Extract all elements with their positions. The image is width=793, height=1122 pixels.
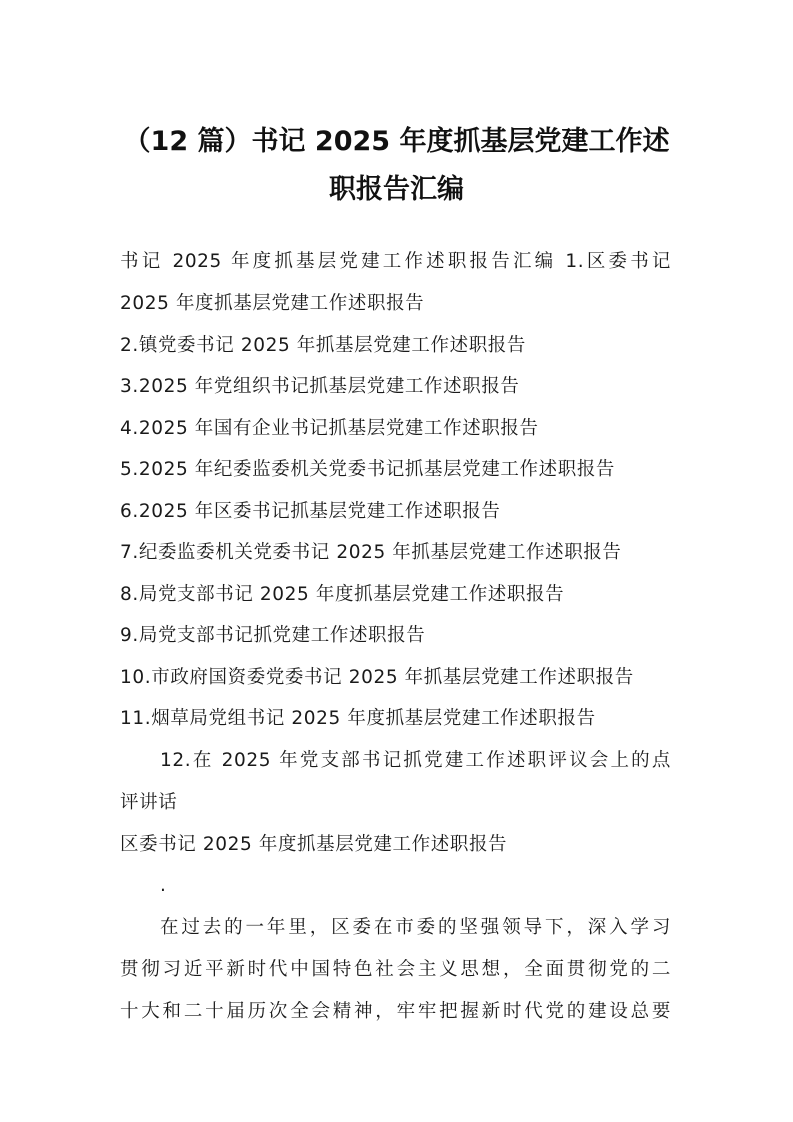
document-title xyxy=(110,118,683,214)
body-paragraph-line-2: 贯彻习近平新时代中国特色社会主义思想，全面贯彻党的二 xyxy=(120,959,671,980)
toc-item: 8.局党支部书记 2025 年度抓基层党建工作述职报告 xyxy=(120,584,565,605)
title-line-1: （12 篇）书记 2025 年度抓基层党建工作述 xyxy=(123,126,670,157)
toc-item: 11.烟草局党组书记 2025 年度抓基层党建工作述职报告 xyxy=(120,708,596,729)
toc-item: 5.2025 年纪委监委机关党委书记抓基层党建工作述职报告 xyxy=(120,459,616,480)
section-heading: 区委书记 2025 年度抓基层党建工作述职报告 xyxy=(120,834,508,855)
toc-item: 3.2025 年党组织书记抓基层党建工作述职报告 xyxy=(120,376,520,397)
toc-item: 9.局党支部书记抓党建工作述职报告 xyxy=(120,625,426,646)
toc-intro-line-1: 书记 2025 年度抓基层党建工作述职报告汇编 1.区委书记 xyxy=(120,251,671,272)
toc-item: 6.2025 年区委书记抓基层党建工作述职报告 xyxy=(120,501,501,522)
toc-item: 7.纪委监委机关党委书记 2025 年抓基层党建工作述职报告 xyxy=(120,542,622,563)
toc-item: 10.市政府国资委党委书记 2025 年抓基层党建工作述职报告 xyxy=(120,667,634,688)
body-paragraph-line-1: 在过去的一年里，区委在市委的坚强领导下，深入学习 xyxy=(160,917,671,938)
title-line-2: 职报告汇编 xyxy=(329,174,464,205)
toc-intro-line-2: 2025 年度抓基层党建工作述职报告 xyxy=(120,293,425,314)
dot-marker: . xyxy=(160,875,167,896)
toc-item: 2.镇党委书记 2025 年抓基层党建工作述职报告 xyxy=(120,335,526,356)
toc-item-12-line-1: 12.在 2025 年党支部书记抓党建工作述职评议会上的点 xyxy=(160,750,671,771)
toc-item: 4.2025 年国有企业书记抓基层党建工作述职报告 xyxy=(120,418,539,439)
body-paragraph-line-3: 十大和二十届历次全会精神，牢牢把握新时代党的建设总要 xyxy=(120,1001,671,1022)
toc-item-12-line-2: 评讲话 xyxy=(120,792,178,813)
